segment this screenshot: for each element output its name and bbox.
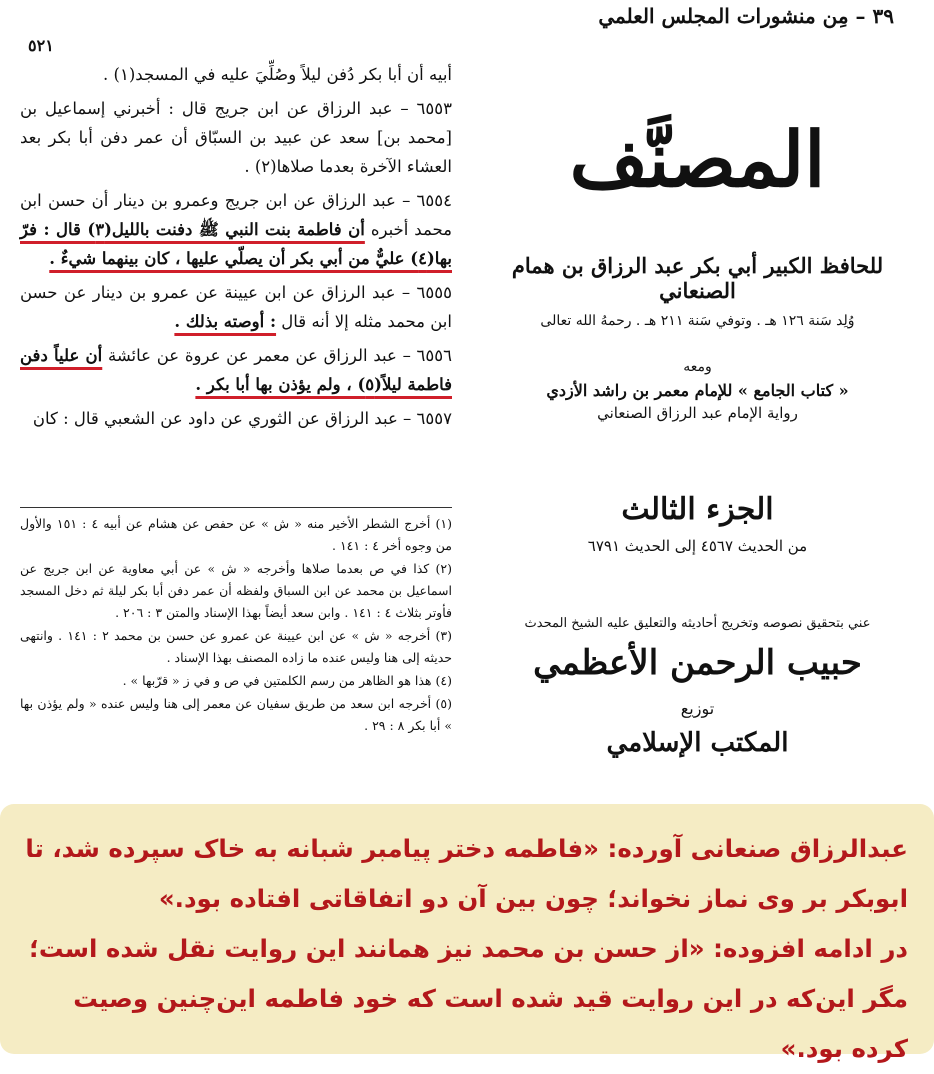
hadith-text-column: [20, 60, 452, 438]
hadith-6553: ٦٥٥٣ – عبد الرزاق عن ابن جريج قال : أخبرني إسماعيل بن [محمد بن] سعد عن عبيد بن السبّاق أن عمر دفن أبا بكر بعد العشاء الآخرة بعدما صلاها(٢) .: [20, 99, 452, 176]
hadith-6556: [20, 341, 452, 399]
hadith-6556-isnad: ٦٥٥٦ – عبد الرزاق عن معمر عن عروة عن عائشة: [102, 346, 452, 365]
editor-note: عني بتحقيق نصوصه وتخريج أحاديثه والتعليق عليه الشيخ المحدث: [524, 616, 871, 631]
hadith-range: من الحديث ٤٥٦٧ إلى الحديث ٦٧٩١: [587, 537, 808, 555]
editor-name: حبيب الرحمن الأعظمي: [533, 643, 862, 683]
hadith-6554: [20, 186, 452, 273]
footnote-divider: [20, 507, 452, 508]
author-line: للحافظ الكبير أبي بكر عبد الرزاق بن همام الصنعاني: [511, 253, 884, 303]
footnote: (٢) كذا في ص بعدما صلاها وأخرجه « ش » عن أبي معاوية عن ابن جريج عن اسماعيل بن محمد عن ابن السباق ولفظه أن عمر دفن أبا بكر ليلة ثم دخل المسجد فأوتر بثلاث ٤ : ١٤١ . وابن سعد أيضاً بهذا الإسناد والمتن ٣ : ٢٠٦ .: [20, 561, 452, 620]
hadith-6554-isnad: ٦٥٥٤ – عبد الرزاق عن ابن جريج وعمرو بن دينار أن حسن ابن محمد أخبره: [20, 191, 452, 239]
publisher-name: المكتب الإسلامي: [606, 728, 789, 758]
series-header: ٣٩ – مِن منشورات المجلس العلمي: [598, 4, 894, 28]
footnote: (٤) هذا هو الظاهر من رسم الكلمتين في ص و في ز « قرّبها » .: [122, 673, 452, 688]
book-title: المصنَّف: [569, 115, 826, 204]
title-page: [475, 55, 920, 758]
hadith-6555: [20, 278, 452, 336]
hadith-6557: ٦٥٥٧ – عبد الرزاق عن الثوري عن داود عن الشعبي قال : كان: [32, 409, 452, 428]
hadith-fragment: أبيه أن أبا بكر دُفن ليلاً وصُلِّيَ عليه في المسجد(١) .: [103, 65, 452, 84]
highlight-ali-buried: أن علياً دفن فاطمة ليلاً(٥) ، ولم يؤذن بها أبا بكر .: [20, 346, 452, 394]
persian-caption-box: [0, 804, 934, 1063]
author-dates: وُلِد سَنة ١٢٦ هـ . وتوفي سَنة ٢١١ هـ . رحمهُ الله تعالى: [540, 313, 855, 329]
with-label: ومعه: [683, 359, 712, 375]
page-header: [0, 0, 934, 40]
riwaya-line: رواية الإمام عبد الرزاق الصنعاني: [597, 404, 798, 422]
footnote: (٣) أخرجه « ش » عن ابن عيينة عن عمرو عن حسن بن محمد ٢ : ١٤١ . وانتهى حديثه إلى هنا وليس عنده ما زاده المصنف بهذا الإسناد .: [20, 628, 452, 665]
appended-book: « كتاب الجامع » للإمام معمر بن راشد الأزدي: [546, 381, 849, 400]
caption-line: در ادامه افزوده: «از حسن بن محمد نیز همانند این روایت نقل شده است؛ مگر این‌که در این روایت قید شده است که خود فاطمه این‌چنین وصیت کرده بود.»: [29, 934, 908, 1063]
highlight-bequest: : أوصته بذلك .: [174, 312, 277, 331]
volume-label: الجزء الثالث: [621, 492, 774, 527]
hadith-6555-isnad: ٦٥٥٥ – عبد الرزاق عن ابن عيينة عن عمرو بن دينار عن حسن ابن محمد مثله إلا أنه قال: [20, 283, 452, 331]
footnote: (٥) أخرجه ابن سعد من طريق سفيان عن معمر إلى هنا وليس عنده « ولم يؤذن بها » أبا بكر ٨ : ٢٩ .: [20, 696, 452, 733]
highlight-fatima-burial: أن فاطمة بنت النبي ﷺ دفنت بالليل(٣) قال : فرّ بها(٤) عليٌّ من أبي بكر أن يصلّي عليها ، كان بينهما شيءٌ .: [20, 220, 452, 268]
caption-line: عبدالرزاق صنعانی آورده: «فاطمه دختر پیامبر شبانه به خاک سپرده شد، تا ابوبکر بر وی نماز نخواند؛ چون بین آن دو اتفاقاتی افتاده بود.»: [25, 834, 908, 913]
page-number: ٥٢١: [28, 36, 54, 55]
distribution-label: توزيع: [680, 699, 715, 718]
footnotes: [20, 513, 452, 738]
footnote: (١) أخرج الشطر الأخير منه « ش » عن حفص عن هشام عن أبيه ٤ : ١٥١ والأول من وجوه أخر ٤ : ١٤١ .: [20, 516, 452, 553]
